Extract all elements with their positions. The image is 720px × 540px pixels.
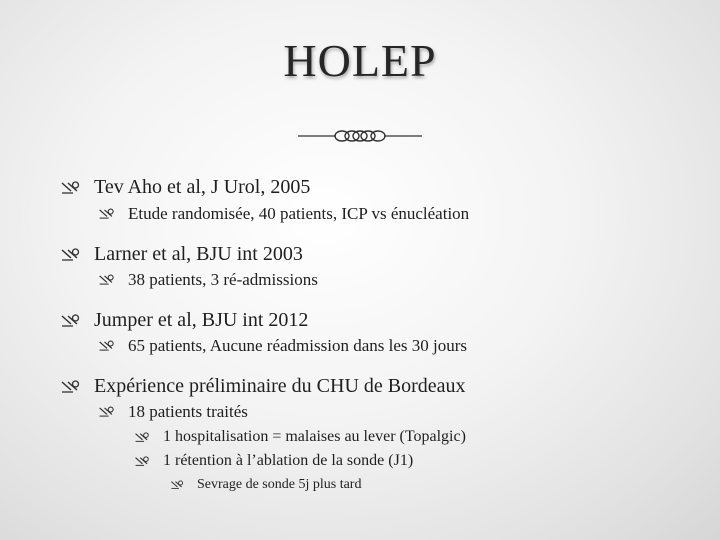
bullet-text: 1 rétention à l’ablation de la sonde (J1) [163,452,414,469]
bullet-text: Sevrage de sonde 5j plus tard [197,477,362,492]
sub-sub-bullet-item [134,428,466,446]
bullet-item [60,309,308,332]
scroll-bullet-icon [98,340,116,352]
scroll-bullet-icon [98,406,116,418]
sub-bullet-item [98,402,248,422]
bullet-text: Tev Aho et al, J Urol, 2005 [94,176,311,198]
sub-bullet-item [98,270,318,290]
bullet-item [60,243,303,266]
scroll-bullet-icon [170,480,185,490]
bullet-text: Expérience préliminaire du CHU de Bordeaux [94,375,466,397]
sub-bullet-item [98,336,467,356]
scroll-bullet-icon [98,208,116,220]
scroll-bullet-icon [60,181,82,195]
scroll-bullet-icon [134,456,151,467]
sub-bullet-item [98,204,469,224]
scroll-bullet-icon [134,432,151,443]
bullet-text: 18 patients traités [128,402,248,421]
scroll-bullet-icon [60,380,82,394]
scroll-bullet-icon [98,274,116,286]
scroll-bullet-icon [60,248,82,262]
bullet-text: Larner et al, BJU int 2003 [94,243,303,265]
sub-sub-sub-bullet-item [170,477,361,493]
sub-sub-bullet-item [134,452,413,470]
bullet-text: Etude randomisée, 40 patients, ICP vs énucléation [128,204,470,223]
slide-title: HOLEP [283,35,437,86]
bullet-text: 38 patients, 3 ré-admissions [128,270,318,289]
bullet-item [60,375,466,398]
bullet-text: 65 patients, Aucune réadmission dans les 30 jours [128,336,468,355]
scroll-bullet-icon [60,314,82,328]
bullet-text: Jumper et al, BJU int 2012 [94,309,309,331]
bullet-text: 1 hospitalisation = malaises au lever (Topalgic) [163,428,466,445]
bullet-item [60,176,310,199]
